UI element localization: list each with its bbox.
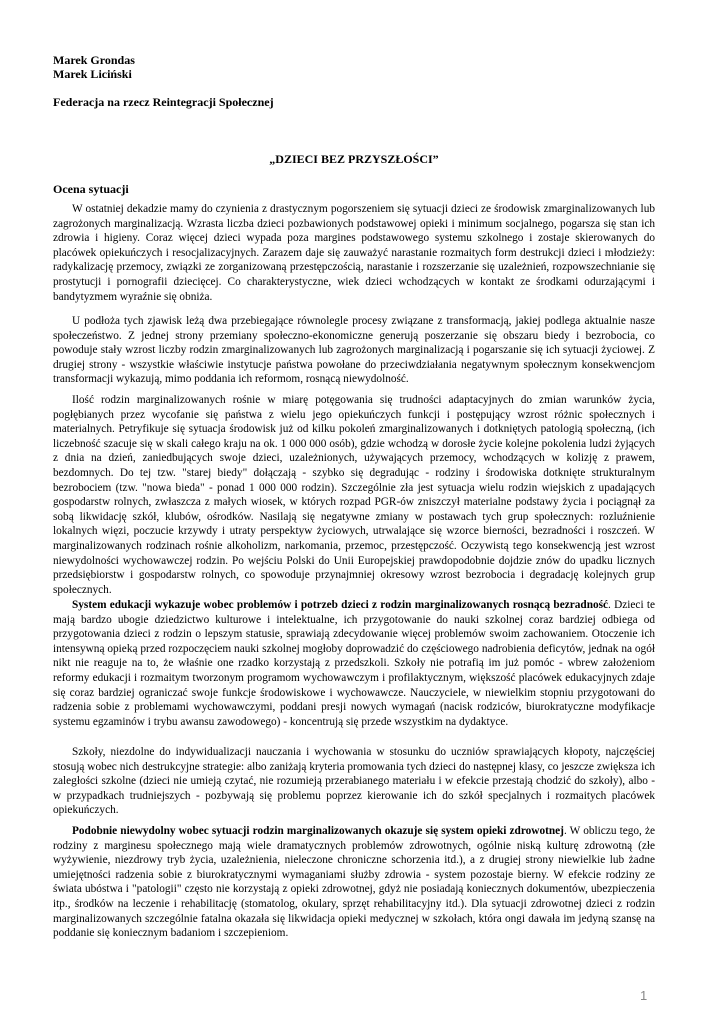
organization-name: Federacja na rzecz Reintegracji Społecznej — [53, 95, 274, 109]
paragraph-5: Szkoły, niezdolne do indywidualizacji nauczania i wychowania w stosunku do uczniów sprawiających kłopoty, najczęściej stosują wobec nich destrukcyjne strategie: albo zaniżają kryteria promowania tych dzieci do następnej klasy, co jeszcze zwiększa ich zaległości szkolne (dzieci nie umieją czytać, nie rozumieją przerabianego materiału i w efekcie przestają chodzić do szkoły), albo - w przypadkach trudniejszych - pozbywają się problemu poprzez kierowanie ich do szkół specjalnych i rozmaitych placówek opiekuńczych. — [53, 746, 655, 817]
page-number: 1 — [640, 988, 648, 1003]
paragraph-4-lead: System edukacji wykazuje wobec problemów i potrzeb dzieci z rodzin marginalizowanych rosnącą bezradność — [72, 599, 609, 611]
paragraph-6 — [53, 824, 655, 941]
paragraph-2: U podłoża tych zjawisk leżą dwa przebiegające równolegle procesy związane z transformacją, jakiej podlega aktualnie nasze społeczeństwo. Z jednej strony przemiany społeczno-ekonomiczne generują poszerzanie się obszaru biedy i bezrobocia, co powoduje stały wzrost liczby rodzin zmarginalizowanych lub zagrożonych marginalizacją i pogarszanie się ich sytuacji życiowej. Z drugiej strony - wszystkie właściwie instytucje państwa powołane do przeciwdziałania negatywnym społecznym konsekwencjom transformacji wykazują, mimo poddania ich reformom, rosnącą niewydolność. — [53, 315, 655, 386]
section-heading: Ocena sytuacji — [53, 182, 129, 196]
paragraph-6-body: . W obliczu tego, że rodziny z marginesu społecznego mają wiele dramatycznych problemów zdrowotnych, ogólnie niską kulturę zdrowotną (złe wyżywienie, niezdrowy tryb życia, uzależnienia, nieleczone chroniczne schorzenia itd.), a z drugiej strony niewielkie lub żadne umiejętności radzenia sobie z biurokratycznymi wymaganiami służby zdrowia - system pozostaje bierny. W efekcie rodziny ze świata ubóstwa i "patologii" często nie korzystają z opieki zdrowotnej, gdyż nie posiadają koniecznych dokumentów, ubezpieczenia itp., środków na leczenie i rehabilitację (stomatolog, okulary, sprzęt rehabilitacyjny itd.). Dla sytuacji zdrowotnej dzieci z rodzin marginalizowanych szczególnie fatalna okazała się likwidacja opieki medycznej w szkołach, która ongi dawała im jedyną szansę na poddanie się koniecznym badaniom i szczepieniom. — [53, 825, 655, 940]
paragraph-6-lead: Podobnie niewydolny wobec sytuacji rodzin marginalizowanych okazuje się system opieki zdrowotnej — [72, 825, 564, 837]
paragraph-3: Ilość rodzin marginalizowanych rośnie w miarę potęgowania się trudności adaptacyjnych do zmian warunków życia, pogłębianych przez wycofanie się państwa z wielu jego opiekuńczych funkcji i postępujący wzrost różnic społecznych i materialnych. Petryfikuje się sytuacja środowisk już od kilku pokoleń zmarginalizowanych i dotkniętych patologią społeczną, (ich liczebność szacuje się w skali całego kraju na ok. 1 000 000 osób), gdzie wchodzą w dorosłe życie kolejne pokolenia ludzi żyjących z dnia na dzień, zaniedbujących swoje dzieci, uzależnionych, używających przemocy, wchodzących w kolizję z prawem, bezdomnych. Do tej tzw. "starej biedy" dołączają - szybko się degradując - rodziny i środowiska dotknięte strukturalnym bezrobociem (tzw. "nowa bieda" - ponad 1 000 000 rodzin). Szczególnie zła jest sytuacja wielu rodzin wiejskich z upadających gospodarstw rolnych, zwłaszcza z małych wiosek, w których rozpad PGR-ów zniszczył materialne podstawy życia i pociągnął za sobą likwidację szkół, klubów, ośrodków. Nasilają się negatywne zmiany w postawach tych grup społecznych: rozluźnienie lokalnych więzi, poczucie krzywdy i utraty perspektyw życiowych, utrwalające się wzorce bierności, bezradności i roszczeń. W marginalizowanych rodzinach rośnie alkoholizm, narkomania, przemoc, przestępczość. Oczywistą tego konsekwencją jest wzrost niewydolności wychowawczej rodzin. Po wejściu Polski do Unii Europejskiej prawdopodobnie dojdzie znów do upadku licznych przedsiębiorstw i gospodarstw rolnych, co spowoduje przynajmniej okresowy wzrost bezrobocia i degradację kolejnych grup społecznych. — [53, 394, 655, 596]
paragraph-4 — [53, 598, 655, 729]
paragraph-4-body: . Dzieci te mają bardzo ubogie dziedzictwo kulturowe i intelektualne, ich przygotowanie do nauki szkolnej coraz bardziej odbiega od przygotowania dzieci z rodzin o lepszym statusie, sprawiają zdecydowanie więcej problemów swoim zachowaniem. Otoczenie ich intensywną opieką przed rozpoczęciem nauki szkolnej mogłoby doprowadzić do częściowego nadrobienia deficytów, jednak na ogół nikt nie reaguje na to, że właśnie one rzadko korzystają z przedszkoli. Szkoły nie potrafią im już pomóc - wbrew założeniom reformy edukacji i rozmaitym tworzonym programom wychowawczym i profilaktycznym, większość placówek edukacyjnych zdaje się coraz bardziej ograniczać swoje funkcje środowiskowe i wychowawcze. Nauczyciele, w niewielkim stopniu przygotowani do radzenia sobie z problemami wychowawczymi, poddani presji nowych wymagań (nacisk rodziców, biurokratyczne modyfikacje systemu egzaminów i trybu awansu zawodowego) - koncentrują się przede wszystkim na dydaktyce. — [53, 599, 655, 728]
author-name-1: Marek Grondas — [53, 53, 135, 67]
paragraph-1: W ostatniej dekadzie mamy do czynienia z drastycznym pogorszeniem się sytuacji dzieci ze środowisk zmarginalizowanych lub zagrożonych marginalizacją. Wzrasta liczba dzieci pozbawionych podstawowej opieki i minimum socjalnego, pogarsza się stan ich zdrowia i higieny. Coraz więcej dzieci wypada poza margines podstawowego systemu szkolnego i zostaje skierowanych do placówek opiekuńczych i resocjalizacyjnych. Zarazem daje się zauważyć narastanie rozmaitych form destrukcji dzieci i młodzieży: radykalizację przemocy, związki ze zorganizowaną przestępczością, narastanie i rozszerzanie się uzależnień, rozpowszechnianie się prostytucji i pornografii dziecięcej. Co charakterystyczne, wiek dzieci wchodzących w kontakt ze środkami odurzającymi i bandytyzmem wyraźnie się obniża. — [53, 203, 655, 303]
document-title: „DZIECI BEZ PRZYSZŁOŚCI” — [269, 152, 439, 166]
author-name-2: Marek Liciński — [53, 67, 132, 81]
